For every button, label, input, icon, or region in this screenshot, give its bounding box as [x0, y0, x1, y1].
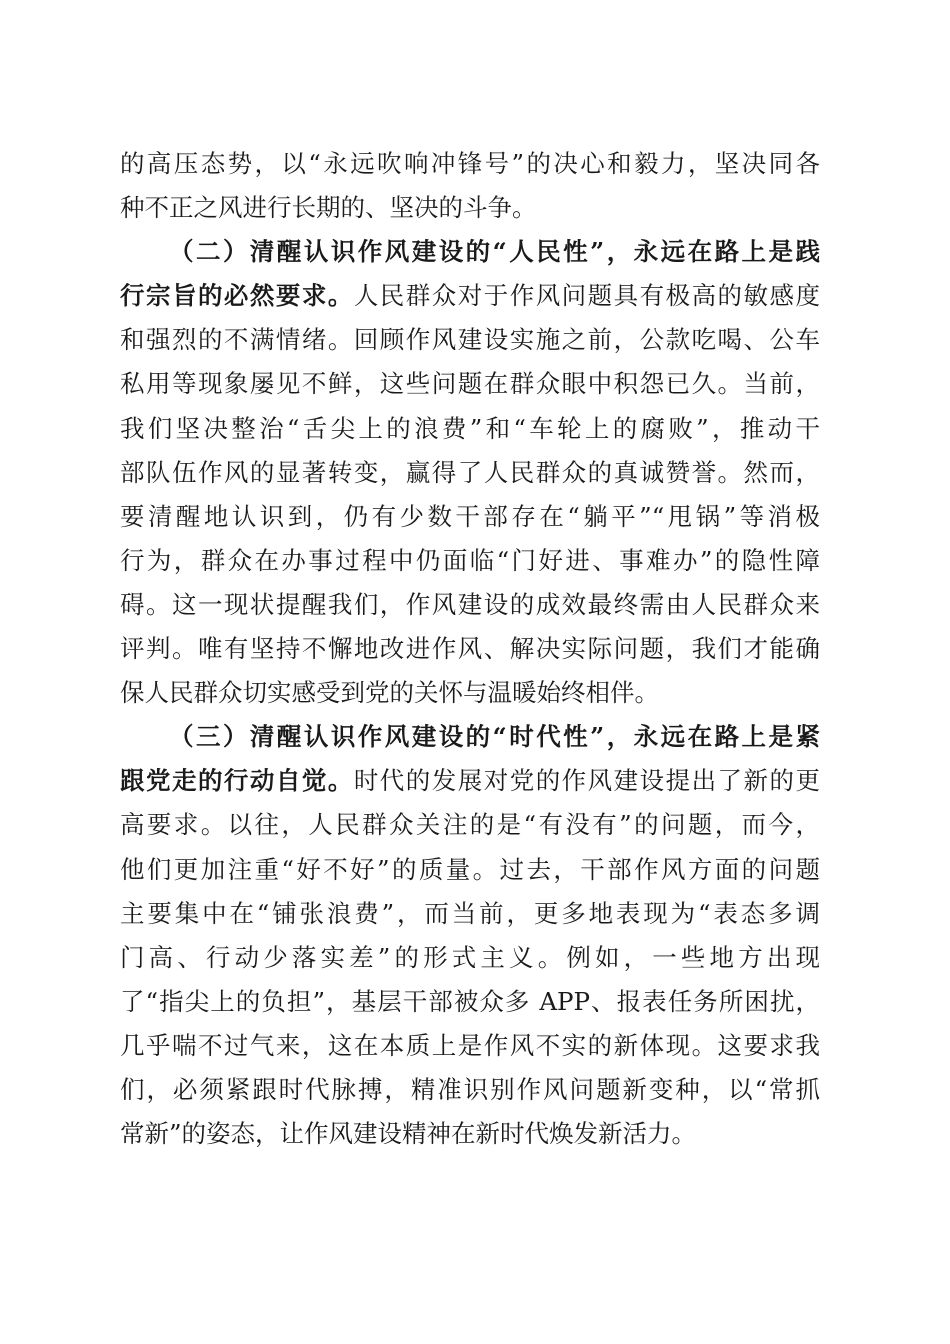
- body-text: 我们坚决整治“舌尖上的浪费”和“车轮上的腐败”，推动干: [120, 413, 820, 443]
- body-text: 他们更加注重“好不好”的质量。过去，干部作风方面的问题: [120, 854, 820, 884]
- text-line: [120, 583, 820, 627]
- paragraph: [120, 715, 820, 1156]
- body-text: 和强烈的不满情绪。回顾作风建设实施之前，公款吃喝、公车: [120, 325, 820, 355]
- body-text: 人民群众对于作风问题具有极高的敏感度: [353, 281, 820, 311]
- body-text: 们，必须紧跟时代脉搏，精准识别作风问题新变种，以“常抓: [120, 1074, 820, 1104]
- text-line: [120, 451, 820, 495]
- text-line: [120, 274, 820, 318]
- text-line: [120, 848, 820, 892]
- body-text: 行为，群众在办事过程中仍面临“门好进、事难办”的隐性障: [120, 545, 820, 575]
- bold-heading-text: （二）清醒认识作风建设的“人民性”，永远在路上是践: [169, 237, 820, 267]
- text-line: [120, 1068, 820, 1112]
- body-text: 保人民群众切实感受到党的关怀与温暖始终相伴。: [120, 678, 659, 708]
- text-line: [120, 1112, 820, 1156]
- text-line: [120, 759, 820, 803]
- body-text: 几乎喘不过气来，这在本质上是作风不实的新体现。这要求我: [120, 1030, 820, 1060]
- text-line: [120, 1024, 820, 1068]
- bold-heading-text: 跟党走的行动自觉。: [120, 766, 354, 796]
- body-text: 要清醒地认识到，仍有少数干部存在“躺平”“甩锅”等消极: [120, 501, 820, 531]
- text-line: [120, 142, 820, 186]
- text-line: [120, 362, 820, 406]
- body-text: 评判。唯有坚持不懈地改进作风、解决实际问题，我们才能确: [120, 634, 820, 664]
- body-text: 碍。这一现状提醒我们，作风建设的成效最终需由人民群众来: [120, 589, 820, 619]
- text-line: [120, 539, 820, 583]
- text-line: [120, 980, 820, 1024]
- paragraph: [120, 142, 820, 230]
- text-line: [120, 892, 820, 936]
- text-line: [120, 936, 820, 980]
- text-line: [120, 627, 820, 671]
- text-line: [120, 495, 820, 539]
- bold-heading-text: （三）清醒认识作风建设的“时代性”，永远在路上是紧: [169, 722, 820, 752]
- text-line: [120, 715, 820, 759]
- body-text: 的高压态势，以“永远吹响冲锋号”的决心和毅力，坚决同各: [120, 149, 820, 178]
- text-line: [120, 803, 820, 847]
- bold-heading-text: 行宗旨的必然要求。: [120, 281, 354, 311]
- body-text: 高要求。以往，人民群众关注的是“有没有”的问题，而今，: [120, 810, 820, 840]
- body-text: 门高、行动少落实差”的形式主义。例如，一些地方出现: [120, 942, 820, 972]
- text-line: [120, 230, 820, 274]
- body-text: 私用等现象屡见不鲜，这些问题在群众眼中积怨已久。当前，: [120, 369, 820, 399]
- document-body: [120, 142, 820, 1156]
- text-line: [120, 318, 820, 362]
- body-text: 常新”的姿态，让作风建设精神在新时代焕发新活力。: [120, 1119, 697, 1149]
- body-text: 时代的发展对党的作风建设提出了新的更: [353, 766, 820, 796]
- text-line: [120, 407, 820, 451]
- body-text: 种不正之风进行长期的、坚决的斗争。: [120, 193, 537, 223]
- body-text: 主要集中在“铺张浪费”，而当前，更多地表现为“表态多调: [120, 898, 820, 928]
- paragraph: [120, 230, 820, 715]
- text-line: [120, 671, 820, 715]
- body-text: 了“指尖上的负担”，基层干部被众多 APP、报表任务所困扰，: [120, 986, 820, 1016]
- text-line: [120, 186, 820, 230]
- body-text: 部队伍作风的显著转变，赢得了人民群众的真诚赞誉。然而，: [120, 457, 820, 487]
